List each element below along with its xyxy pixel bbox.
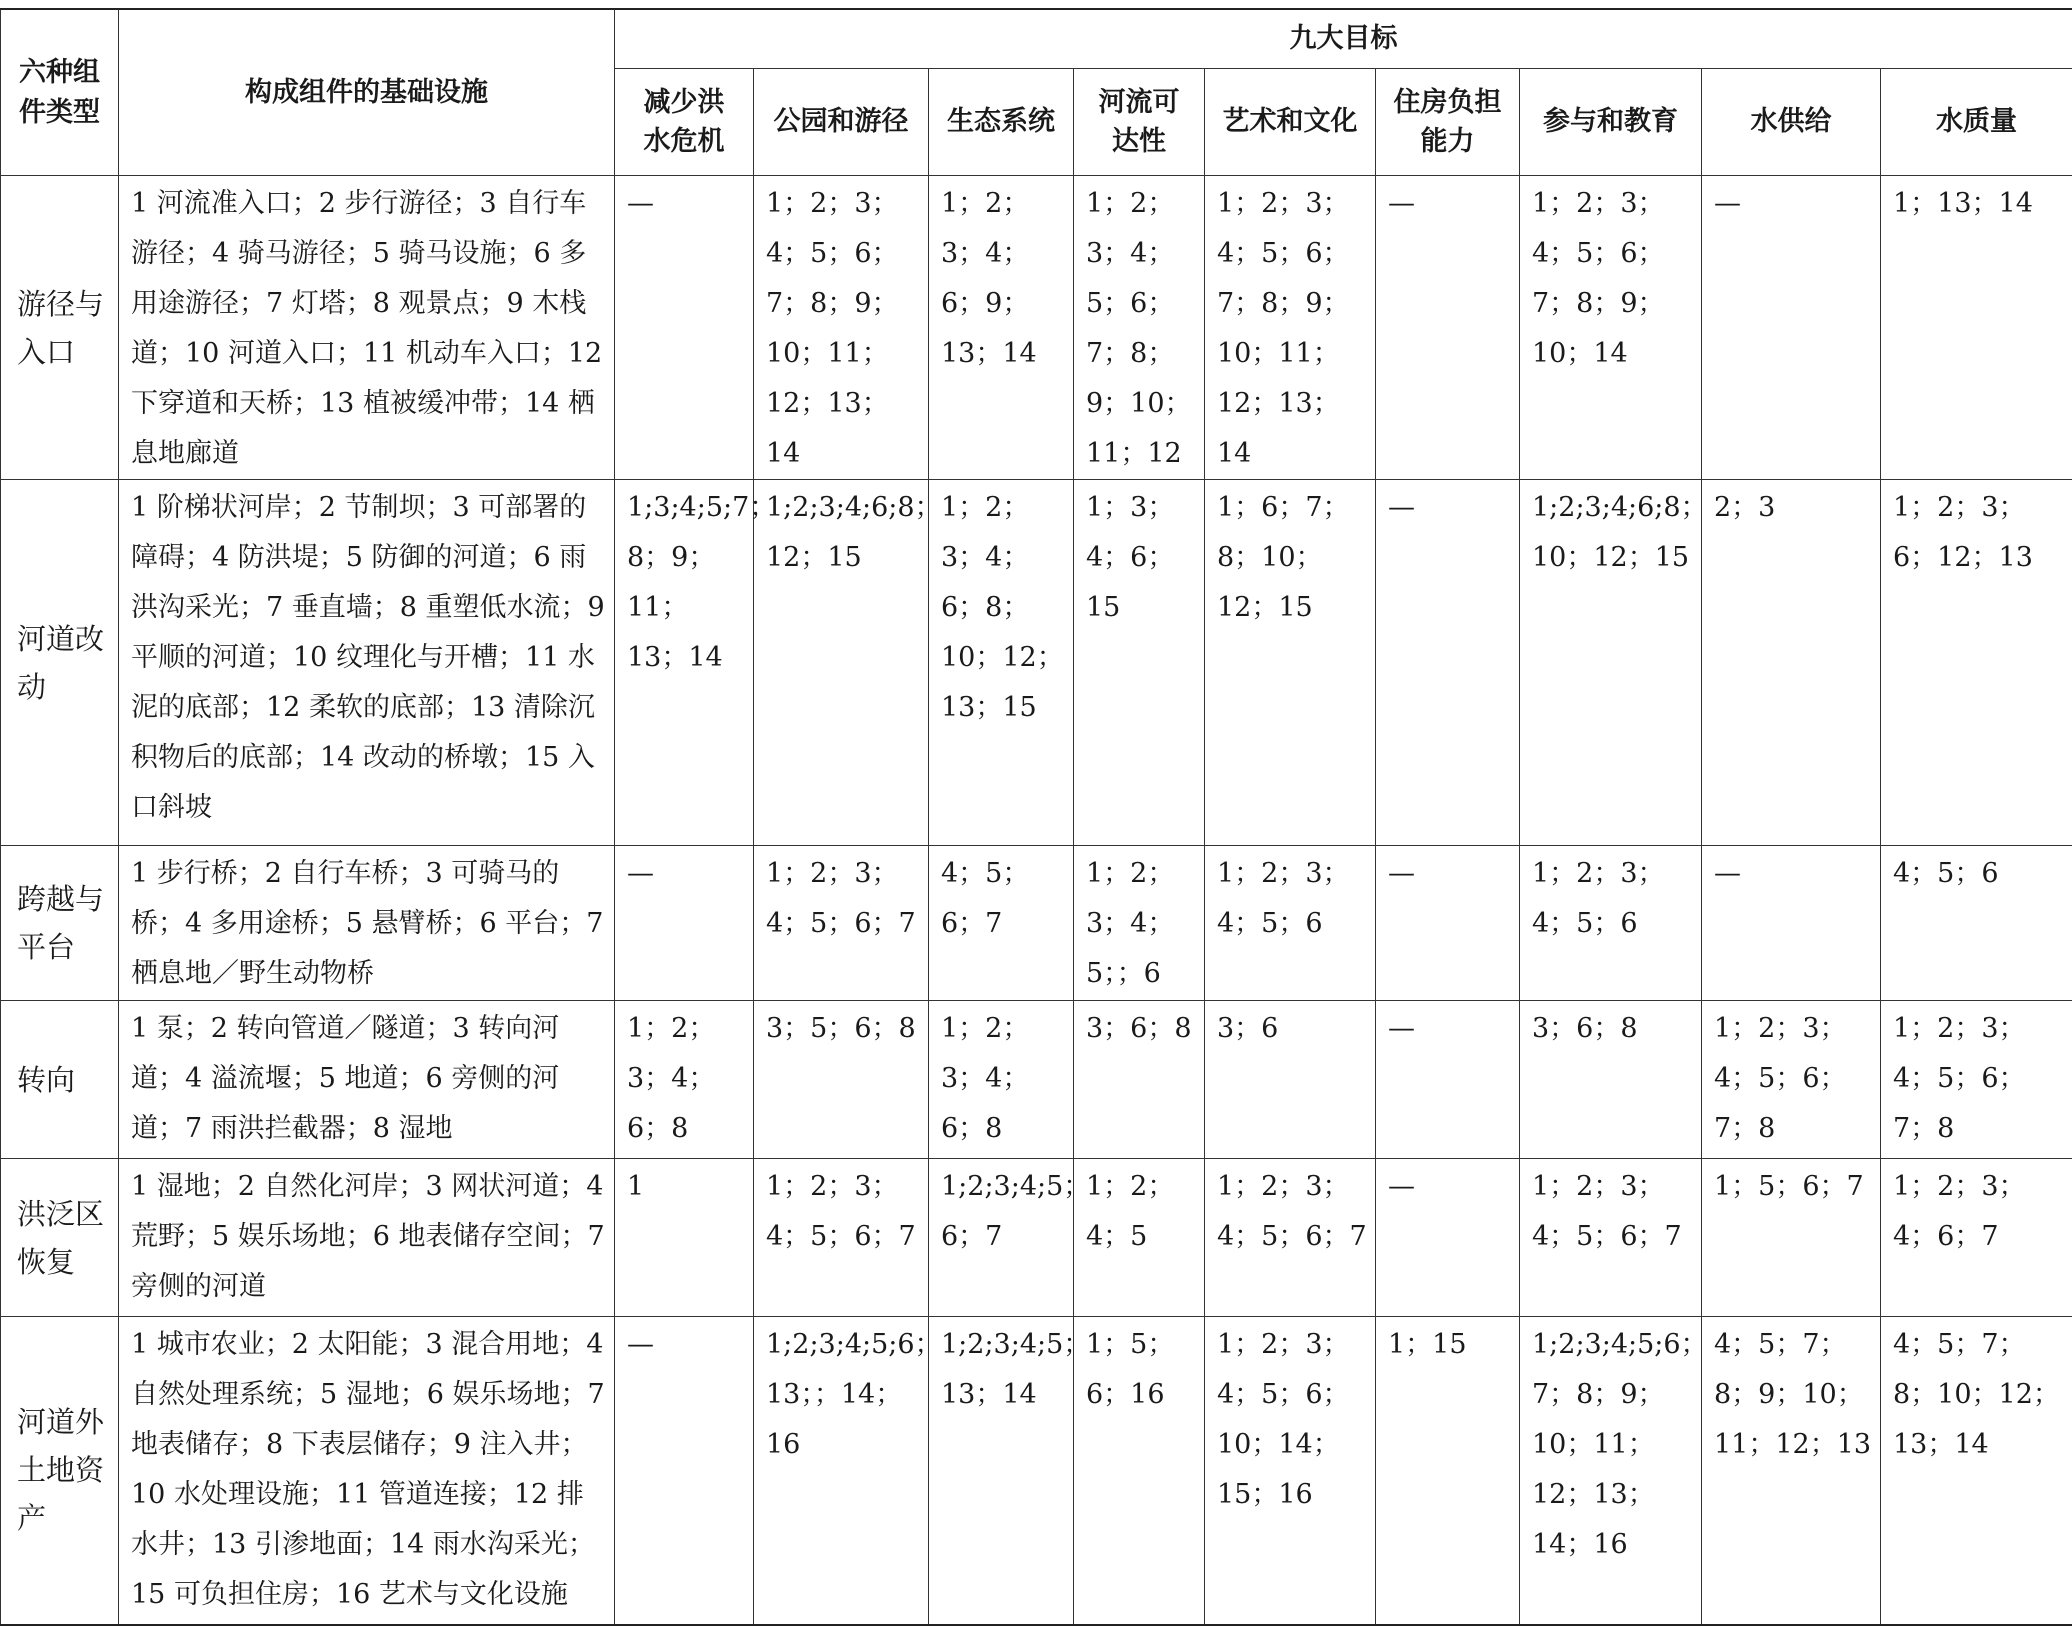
header-goal: 水质量 [1881, 69, 2072, 176]
goal-cell: 1；2；3；4；5；6；7；8；9；10；11；12 [1074, 176, 1205, 480]
goal-cell: 1；2；3；4；5；；6 [1074, 846, 1205, 1001]
goal-cell: — [1376, 1159, 1520, 1317]
goal-cell: 1；5；6；7 [1702, 1159, 1881, 1317]
table-row [1, 846, 2072, 1001]
goal-cell: 1;2;3;4;5；6；7 [929, 1159, 1074, 1317]
row-infra: 1 湿地；2 自然化河岸；3 网状河道；4 荒野；5 娱乐场地；6 地表储存空间；7 旁侧的河道 [119, 1159, 615, 1317]
header-goal: 住房负担能力 [1376, 69, 1520, 176]
goal-cell: 1 [615, 1159, 754, 1317]
goal-cell: 1；15 [1376, 1317, 1520, 1625]
header-goal: 减少洪水危机 [615, 69, 754, 176]
table-row [1, 1159, 2072, 1317]
header-infra: 构成组件的基础设施 [119, 9, 615, 176]
goal-cell: 2；3 [1702, 480, 1881, 846]
goal-cell: 1;3;4;5;7；8；9；11；13；14 [615, 480, 754, 846]
goal-cell: 3；6；8 [1074, 1001, 1205, 1159]
goal-cell: 1；2；3；4；5；6；10；14；15；16 [1205, 1317, 1376, 1625]
row-type: 游径与入口 [1, 176, 119, 480]
goal-cell: 1；2；3；4；5；6；7 [754, 1159, 929, 1317]
goal-cell: 3；6；8 [1520, 1001, 1702, 1159]
header-goal: 水供给 [1702, 69, 1881, 176]
goal-cell: 1；5；6；16 [1074, 1317, 1205, 1625]
row-type: 河道外土地资产 [1, 1317, 119, 1625]
goal-cell: — [1376, 176, 1520, 480]
goal-cell: 1；2；3；4；6；8 [929, 1001, 1074, 1159]
goals-table [0, 8, 2072, 1626]
goal-cell: — [1376, 480, 1520, 846]
goal-cell: 1;2;3;4;6;8；12；15 [754, 480, 929, 846]
goal-cell: 1；2；3；4；5；6；7 [1520, 1159, 1702, 1317]
goal-cell: 1；2；4；5 [1074, 1159, 1205, 1317]
goal-cell: 1;2;3;4;5；13；14 [929, 1317, 1074, 1625]
goal-cell: 1；2；3；4；5；6；7；8；9；10；11；12；13；14 [1205, 176, 1376, 480]
goal-cell: — [615, 1317, 754, 1625]
goal-cell: 3；6 [1205, 1001, 1376, 1159]
goal-cell: — [1702, 846, 1881, 1001]
goal-cell: 1；2；3；4；5；6 [1205, 846, 1376, 1001]
goal-cell: 1；2；3；4；6；8 [615, 1001, 754, 1159]
goal-cell: 3；5；6；8 [754, 1001, 929, 1159]
row-type: 转向 [1, 1001, 119, 1159]
goal-cell: 1；2；3；4；5；6；7；8；9；10；14 [1520, 176, 1702, 480]
row-infra: 1 河流准入口；2 步行游径；3 自行车游径；4 骑马游径；5 骑马设施；6 多用途游径；7 灯塔；8 观景点；9 木栈道；10 河道入口；11 机动车入口；12 下穿道和天桥；13 植被缓冲带；14 栖息地廊道 [119, 176, 615, 480]
goal-cell: 4；5；6；7 [929, 846, 1074, 1001]
goal-cell: 1；2；3；4；6；7 [1881, 1159, 2072, 1317]
goal-cell: — [615, 846, 754, 1001]
header-type: 六种组件类型 [1, 9, 119, 176]
header-goal: 生态系统 [929, 69, 1074, 176]
row-infra: 1 阶梯状河岸；2 节制坝；3 可部署的障碍；4 防洪堤；5 防御的河道；6 雨洪沟采光；7 垂直墙；8 重塑低水流；9 平顺的河道；10 纹理化与开槽；11 水泥的底部；12 柔软的底部；13 清除沉积物后的底部；14 改动的桥墩；15 入口斜坡 [119, 480, 615, 846]
row-infra: 1 泵；2 转向管道／隧道；3 转向河道；4 溢流堰；5 地道；6 旁侧的河道；7 雨洪拦截器；8 湿地 [119, 1001, 615, 1159]
row-infra: 1 步行桥；2 自行车桥；3 可骑马的桥；4 多用途桥；5 悬臂桥；6 平台；7 栖息地／野生动物桥 [119, 846, 615, 1001]
goal-cell: 1；2；3；4；6；9；13；14 [929, 176, 1074, 480]
goal-cell: 1;2;3;4;6;8；10；12；15 [1520, 480, 1702, 846]
goal-cell: 1；2；3；6；12；13 [1881, 480, 2072, 846]
goal-cell: 4；5；7；8；9；10；11；12；13 [1702, 1317, 1881, 1625]
header-goal: 艺术和文化 [1205, 69, 1376, 176]
goal-cell: — [1702, 176, 1881, 480]
table-row [1, 1001, 2072, 1159]
goal-cell: 1；2；3；4；6；8；10；12；13；15 [929, 480, 1074, 846]
goal-cell: 1；2；3；4；5；6；7；8；9；10；11；12；13；14 [754, 176, 929, 480]
goal-cell: — [615, 176, 754, 480]
header-goals-super: 九大目标 [615, 9, 2072, 69]
row-type: 洪泛区恢复 [1, 1159, 119, 1317]
goal-cell: 1；6；7；8；10；12；15 [1205, 480, 1376, 846]
goal-cell: 1；13；14 [1881, 176, 2072, 480]
row-type: 跨越与平台 [1, 846, 119, 1001]
goal-cell: 1；2；3；4；5；6；7 [754, 846, 929, 1001]
table-row [1, 1317, 2072, 1625]
header-goal: 河流可达性 [1074, 69, 1205, 176]
goal-cell: 4；5；7；8；10；12；13；14 [1881, 1317, 2072, 1625]
goal-cell: — [1376, 1001, 1520, 1159]
table-row [1, 176, 2072, 480]
goal-cell: 1；2；3；4；5；6；7；8 [1702, 1001, 1881, 1159]
goal-cell: 1；3；4；6；15 [1074, 480, 1205, 846]
goal-cell: 1；2；3；4；5；6 [1520, 846, 1702, 1001]
row-type: 河道改动 [1, 480, 119, 846]
table-row [1, 480, 2072, 846]
goal-cell: 1;2;3;4;5;6；7；8；9；10；11；12；13；14；16 [1520, 1317, 1702, 1625]
row-infra: 1 城市农业；2 太阳能；3 混合用地；4 自然处理系统；5 湿地；6 娱乐场地；7 地表储存；8 下表层储存；9 注入井；10 水处理设施；11 管道连接；12 排水井；13 引渗地面；14 雨水沟采光；15 可负担住房；16 艺术与文化设施 [119, 1317, 615, 1625]
goal-cell: 1；2；3；4；5；6；7；8 [1881, 1001, 2072, 1159]
goal-cell: 1;2;3;4;5;6；13；；14；16 [754, 1317, 929, 1625]
header-goal: 参与和教育 [1520, 69, 1702, 176]
header-goal: 公园和游径 [754, 69, 929, 176]
goal-cell: — [1376, 846, 1520, 1001]
goal-cell: 4；5；6 [1881, 846, 2072, 1001]
goal-cell: 1；2；3；4；5；6；7 [1205, 1159, 1376, 1317]
